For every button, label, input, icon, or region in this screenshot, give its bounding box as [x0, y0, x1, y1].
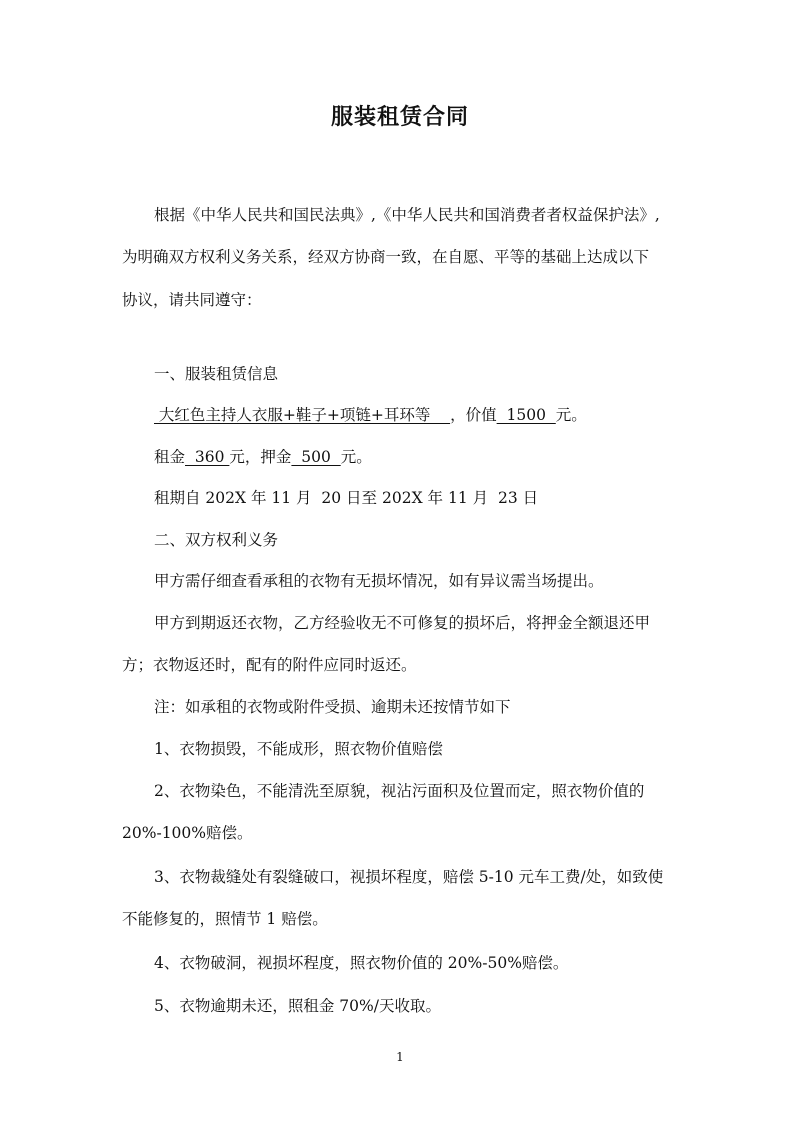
intro-line-2: 为明确双方权利义务关系，经双方协商一致，在自愿、平等的基础上达成以下 — [122, 248, 650, 266]
deposit-blank: 500 — [291, 448, 341, 466]
clause-1: 1、衣物损毁，不能成形，照衣物价值赔偿 — [154, 740, 443, 758]
rental-item-line — [154, 405, 587, 425]
clause-5: 5、衣物逾期未还，照租金 70%/天收取。 — [154, 997, 441, 1015]
obligation-2-line-2: 方；衣物返还时，配有的附件应同时返还。 — [122, 656, 417, 674]
section-1-heading: 一、服装租赁信息 — [154, 365, 279, 383]
obligation-2-line-1: 甲方到期返还衣物，乙方经验收无不可修复的损坏后，将押金全额退还甲 — [154, 614, 651, 632]
value-unit: 元。 — [555, 406, 587, 424]
value-blank: 1500 — [496, 406, 556, 424]
intro-line-1: 根据《中华人民共和国民法典》,《中华人民共和国消费者者权益保护法》, — [154, 206, 660, 224]
note-line: 注：如承租的衣物或附件受损、逾期未还按情节如下 — [154, 698, 511, 716]
clause-3-line-1: 3、衣物裁缝处有裂缝破口，视损坏程度，赔偿 5-10 元车工费/处，如致使 — [154, 868, 664, 886]
deposit-unit: 元。 — [340, 448, 372, 466]
clause-2-line-2: 20%-100%赔偿。 — [122, 824, 253, 842]
rent-blank: 360 — [185, 448, 230, 466]
rent-unit: 元，押金 — [229, 448, 292, 466]
clause-2-line-1: 2、衣物染色，不能清洗至原貌，视沾污面积及位置而定，照衣物价值的 — [154, 782, 645, 800]
rental-period: 租期自 202X 年 11 月 20 日至 202X 年 11 月 23 日 — [154, 489, 539, 507]
rental-item-blank: 大红色主持人衣服+鞋子+项链+耳环等 — [154, 406, 451, 424]
intro-line-3: 协议，请共同遵守： — [122, 291, 262, 309]
section-2-heading: 二、双方权利义务 — [154, 531, 279, 549]
clause-4: 4、衣物破洞，视损坏程度，照衣物价值的 20%-50%赔偿。 — [154, 954, 569, 972]
value-label: ，价值 — [450, 406, 497, 424]
clause-3-line-2: 不能修复的，照情节 1 赔偿。 — [122, 910, 328, 928]
obligation-1: 甲方需仔细查看承租的衣物有无损坏情况，如有异议需当场提出。 — [154, 572, 604, 590]
page-number: 1 — [396, 1050, 404, 1064]
rent-label: 租金 — [154, 448, 186, 466]
rent-deposit-line — [154, 447, 372, 467]
document-title: 服装租赁合同 — [330, 105, 469, 130]
